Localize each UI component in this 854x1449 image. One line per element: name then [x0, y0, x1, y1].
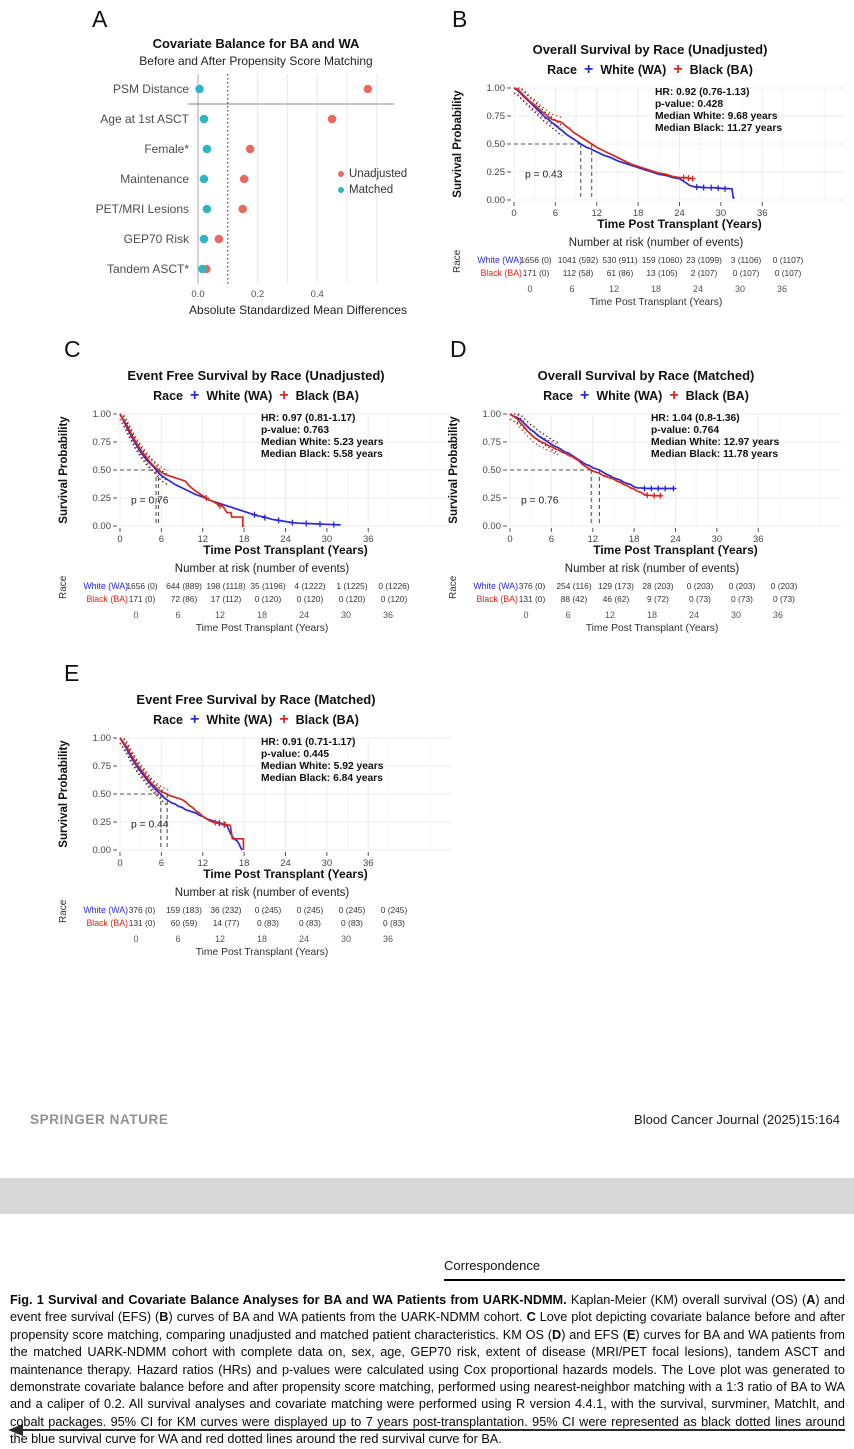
risk-tick-label: 0 — [133, 934, 139, 944]
censor-mark-icon — [251, 512, 257, 518]
p-value-label: p = 0.43 — [525, 169, 563, 181]
stat-annotation: Median Black: 5.58 years — [261, 449, 383, 460]
x-tick-label: 30 — [321, 858, 333, 869]
smd-dot — [240, 175, 249, 184]
x-axis-label: Time Post Transplant (Years) — [203, 543, 368, 557]
risk-value-cell: 46 (62) — [602, 594, 630, 604]
stat-annotation: p-value: 0.764 — [651, 425, 720, 436]
risk-x-axis-label: Time Post Transplant (Years) — [195, 947, 329, 958]
risk-value-cell: 3 (1106) — [730, 255, 762, 265]
p-value-label: p = 0.44 — [131, 819, 169, 831]
stat-annotation: HR: 1.04 (0.8-1.36) — [651, 413, 740, 424]
y-axis-label: Survival Probability — [448, 416, 460, 524]
caption-text-segment: ) and EFS ( — [561, 1327, 627, 1342]
censor-mark-icon — [708, 185, 714, 191]
km-plot — [56, 406, 456, 558]
x-tick-label: 0.2 — [250, 289, 265, 300]
x-axis-label: Time Post Transplant (Years) — [593, 543, 758, 557]
risk-value-cell: 112 (58) — [562, 268, 594, 278]
y-tick-label: 0.50 — [92, 789, 111, 800]
risk-table-header: Number at risk (number of events) — [174, 563, 350, 575]
y-tick-label: 1.00 — [92, 409, 111, 420]
risk-tick-label: 18 — [256, 934, 267, 944]
caption-text-segment: ) curves for BA and WA patients from the matched UARK-NDMM cohort with complete data on, sex, age, GEP70 risk, extent of disease (MRI/PET focal lesions), tandem ASCT and maintenance therapy. Hazard ratios (HRs) and p-values were calculated using Cox proportional hazards models. The Love plot was generated to demonstrate covariate balance before and after propensity score matching, performed using nearest-neighbor matching with a 1:3 ratio of BA to WA and a caliper of 0.2. All survival analyses and covariate matching were performed using R version 4.4.1, with the survival, survminer, MatchIt, and cobalt packages. 95% CI for KM curves were displayed up to 7 years post-transplantation. 95% CI were represented as black dotted lines around the blue survival curve for WA and red dotted lines around the red survival curve for BA. — [10, 1327, 846, 1447]
risk-tick-label: 12 — [214, 610, 225, 620]
p-value-label: p = 0.76 — [521, 495, 559, 507]
censor-mark-icon — [715, 185, 721, 191]
separator-bar — [0, 1178, 854, 1214]
caption-bold-segment: A — [806, 1293, 816, 1307]
smd-dot — [364, 85, 373, 94]
x-tick-label: 6 — [158, 858, 165, 869]
risk-value-cell: 171 (0) — [128, 594, 156, 604]
chart-legend — [56, 386, 456, 406]
y-axis-label: Survival Probability — [58, 740, 70, 848]
risk-value-cell: 171 (0) — [522, 268, 550, 278]
risk-row-name: Black (BA) — [476, 594, 518, 604]
censor-mark-icon — [331, 522, 337, 528]
chart-title: Overall Survival by Race (Unadjusted) — [532, 42, 768, 57]
risk-table — [450, 237, 850, 315]
censor-mark-icon — [644, 492, 650, 498]
risk-x-axis-label: Time Post Transplant (Years) — [195, 623, 329, 634]
smd-dot — [203, 145, 212, 154]
risk-value-cell: 28 (203) — [642, 581, 674, 591]
legend-cross-icon: + — [584, 61, 594, 78]
km-panel-e — [56, 692, 456, 965]
risk-value-cell: 0 (245) — [380, 905, 408, 915]
survival-curve — [510, 414, 662, 496]
risk-value-cell: 0 (120) — [380, 594, 408, 604]
chart-title: Overall Survival by Race (Matched) — [537, 368, 755, 383]
risk-value-cell: 23 (1099) — [686, 255, 722, 265]
chart-legend — [56, 710, 456, 730]
stat-annotation: HR: 0.91 (0.71-1.17) — [261, 737, 356, 748]
risk-tick-label: 0 — [133, 610, 139, 620]
legend-series-name: Black (BA) — [295, 389, 359, 403]
caption-bold-segment: Fig. 1 Survival and Covariate Balance Analyses for BA and WA Patients from UARK-NDMM. — [10, 1293, 571, 1307]
x-tick-label: 18 — [238, 858, 250, 869]
risk-tick-label: 18 — [646, 610, 657, 620]
bottom-arrow-line — [22, 1429, 845, 1431]
y-tick-label: 0.75 — [92, 761, 111, 772]
panel-label-a: A — [92, 6, 108, 32]
censor-mark-icon — [662, 485, 668, 491]
stat-annotation: Median White: 12.97 years — [651, 437, 780, 448]
x-tick-label: 12 — [591, 208, 603, 219]
caption-bold-segment: D — [552, 1327, 562, 1342]
y-tick-label: 0.00 — [92, 845, 111, 856]
x-tick-label: 36 — [362, 534, 374, 545]
figure-caption — [10, 1292, 845, 1449]
risk-value-cell: 0 (1107) — [772, 255, 804, 265]
risk-tick-label: 36 — [772, 610, 783, 620]
risk-value-cell: 0 (120) — [296, 594, 324, 604]
correspondence-label: Correspondence — [444, 1258, 541, 1273]
censor-mark-icon — [648, 485, 654, 491]
risk-tick-label: 30 — [340, 934, 351, 944]
caption-text-segment: Love plot depicting covariate balance before and after propensity score matching, comparing unadjusted and matched patient characteristics. KM OS ( — [10, 1310, 845, 1342]
chart-legend — [446, 386, 846, 406]
x-axis-label: Time Post Transplant (Years) — [597, 217, 762, 231]
risk-row-name: White (WA) — [473, 581, 518, 591]
legend-item — [338, 182, 407, 198]
censor-mark-icon — [276, 517, 282, 523]
risk-row-name: Black (BA) — [86, 594, 128, 604]
y-tick-label: 0.00 — [92, 521, 111, 532]
x-tick-label: 12 — [197, 858, 209, 869]
risk-axis-label: Race — [58, 575, 69, 599]
stat-annotation: Median White: 5.92 years — [261, 761, 384, 772]
y-tick-label: 0.25 — [92, 493, 111, 504]
risk-row-name: Black (BA) — [86, 918, 128, 928]
legend-label: Race — [153, 389, 183, 403]
panel-label-d: D — [450, 336, 467, 362]
smd-dot — [215, 235, 224, 244]
censor-mark-icon — [701, 185, 707, 191]
stat-annotation: Median White: 9.68 years — [655, 111, 778, 122]
stat-annotation: HR: 0.92 (0.76-1.13) — [655, 87, 750, 98]
covariate-label: PSM Distance — [112, 82, 189, 96]
stat-annotation: HR: 0.97 (0.81-1.17) — [261, 413, 356, 424]
x-axis-label: Time Post Transplant (Years) — [203, 867, 368, 881]
stat-annotation: Median Black: 11.27 years — [655, 123, 783, 134]
risk-tick-label: 18 — [650, 284, 661, 294]
smd-dot — [200, 115, 209, 124]
correspondence-rule — [444, 1279, 845, 1281]
y-tick-label: 0.25 — [482, 493, 501, 504]
risk-table — [56, 887, 456, 965]
panel-label-c: C — [64, 336, 81, 362]
x-tick-label: 18 — [632, 208, 644, 219]
legend-cross-icon: + — [580, 387, 590, 404]
y-axis-label: Survival Probability — [452, 90, 464, 198]
risk-value-cell: 0 (120) — [254, 594, 282, 604]
y-tick-label: 0.75 — [92, 437, 111, 448]
risk-value-cell: 0 (245) — [254, 905, 282, 915]
smd-dot — [238, 205, 247, 214]
legend-cross-icon: + — [669, 387, 679, 404]
legend-series-name: Unadjusted — [349, 168, 408, 180]
legend-label: Race — [547, 63, 577, 77]
x-tick-label: 6 — [548, 534, 555, 545]
risk-value-cell: 0 (107) — [774, 268, 802, 278]
risk-axis-label: Race — [58, 899, 69, 923]
km-plot — [450, 80, 850, 232]
censor-mark-icon — [262, 515, 268, 521]
risk-value-cell: 0 (83) — [299, 918, 321, 928]
covariate-label: Female* — [144, 142, 189, 156]
y-tick-label: 0.75 — [486, 111, 505, 122]
risk-tick-label: 24 — [688, 610, 699, 620]
y-tick-label: 0.75 — [482, 437, 501, 448]
x-tick-label: 6 — [552, 208, 559, 219]
p-value-label: p = 0.76 — [131, 495, 169, 507]
risk-tick-label: 24 — [298, 934, 309, 944]
legend-cross-icon: + — [673, 61, 683, 78]
x-tick-label: 30 — [321, 534, 333, 545]
stat-annotation: p-value: 0.428 — [655, 99, 724, 110]
risk-value-cell: 0 (83) — [341, 918, 363, 928]
panel-label-b: B — [452, 6, 468, 32]
risk-tick-label: 36 — [382, 934, 393, 944]
legend-item — [338, 166, 407, 182]
panel-label-e: E — [64, 660, 80, 686]
x-tick-label: 36 — [362, 858, 374, 869]
covariate-label: Age at 1st ASCT — [100, 112, 189, 126]
legend-label: Race — [543, 389, 573, 403]
y-tick-label: 0.50 — [92, 465, 111, 476]
caption-bold-segment: C — [526, 1310, 536, 1325]
legend-cross-icon: + — [279, 387, 289, 404]
legend-series-name: White (WA) — [600, 63, 667, 77]
risk-value-cell: 0 (73) — [689, 594, 711, 604]
risk-row-name: White (WA) — [83, 581, 128, 591]
x-tick-label: 30 — [715, 208, 727, 219]
risk-value-cell: 0 (203) — [686, 581, 714, 591]
risk-value-cell: 644 (889) — [166, 581, 202, 591]
legend-series-name: White (WA) — [206, 713, 273, 727]
x-tick-label: 0 — [511, 208, 517, 219]
risk-value-cell: 1041 (592) — [557, 255, 599, 265]
km-panel-b — [450, 42, 850, 315]
smd-dot — [203, 205, 212, 214]
risk-value-cell: 0 (245) — [338, 905, 366, 915]
covariate-label: Maintenance — [120, 172, 189, 186]
chart-title: Event Free Survival by Race (Unadjusted) — [127, 368, 385, 383]
risk-value-cell: 61 (86) — [606, 268, 634, 278]
y-tick-label: 1.00 — [486, 83, 505, 94]
legend-series-name: White (WA) — [596, 389, 663, 403]
x-tick-label: 24 — [674, 208, 685, 219]
x-tick-label: 0 — [507, 534, 513, 545]
risk-value-cell: 0 (83) — [383, 918, 405, 928]
legend-cross-icon: + — [190, 711, 200, 728]
x-tick-label: 36 — [756, 208, 768, 219]
stat-annotation: Median White: 5.23 years — [261, 437, 384, 448]
risk-tick-label: 6 — [175, 610, 181, 620]
x-tick-label: 18 — [238, 534, 250, 545]
risk-value-cell: 1656 (0) — [520, 255, 552, 265]
km-plot — [446, 406, 846, 558]
risk-tick-label: 0 — [523, 610, 529, 620]
risk-value-cell: 2 (107) — [690, 268, 718, 278]
censor-mark-icon — [690, 176, 696, 182]
publisher-logo: SPRINGER NATURE — [30, 1112, 169, 1127]
risk-value-cell: 4 (1222) — [294, 581, 326, 591]
x-tick-label: 6 — [158, 534, 165, 545]
risk-axis-label: Race — [448, 575, 459, 599]
caption-bold-segment: E — [626, 1327, 636, 1342]
x-tick-label: 0.4 — [310, 289, 324, 300]
risk-value-cell: 0 (203) — [770, 581, 798, 591]
risk-tick-label: 30 — [730, 610, 741, 620]
risk-tick-label: 6 — [569, 284, 575, 294]
risk-value-cell: 131 (0) — [128, 918, 156, 928]
stat-annotation: Median Black: 6.84 years — [261, 773, 383, 784]
risk-x-axis-label: Time Post Transplant (Years) — [585, 623, 719, 634]
journal-reference: Blood Cancer Journal (2025)15:164 — [634, 1112, 840, 1127]
risk-value-cell: 35 (1196) — [250, 581, 286, 591]
risk-value-cell: 159 (183) — [166, 905, 202, 915]
x-tick-label: 12 — [197, 534, 209, 545]
risk-value-cell: 9 (72) — [647, 594, 669, 604]
km-panel-c — [56, 368, 456, 641]
smd-dot — [198, 265, 207, 274]
risk-value-cell: 0 (73) — [773, 594, 795, 604]
risk-value-cell: 36 (232) — [210, 905, 242, 915]
y-tick-label: 0.00 — [486, 195, 505, 206]
y-tick-label: 0.25 — [92, 817, 111, 828]
caption-bold-segment: B — [159, 1310, 169, 1325]
legend-series-name: White (WA) — [206, 389, 273, 403]
risk-tick-label: 24 — [692, 284, 703, 294]
x-tick-label: 30 — [711, 534, 723, 545]
covariate-label: GEP70 Risk — [123, 232, 189, 246]
smd-dot — [246, 145, 255, 154]
censor-mark-icon — [641, 485, 647, 491]
x-tick-label: 24 — [280, 858, 291, 869]
x-tick-label: 24 — [280, 534, 291, 545]
risk-value-cell: 13 (105) — [646, 268, 678, 278]
risk-row-name: Black (BA) — [480, 268, 522, 278]
smd-dot — [200, 235, 209, 244]
censor-mark-icon — [289, 520, 295, 526]
covariate-label: Tandem ASCT* — [106, 262, 189, 276]
risk-value-cell: 0 (120) — [338, 594, 366, 604]
risk-value-cell: 1656 (0) — [126, 581, 158, 591]
risk-table-header: Number at risk (number of events) — [564, 563, 740, 575]
legend-series-name: Black (BA) — [295, 713, 359, 727]
risk-tick-label: 6 — [565, 610, 571, 620]
love-legend — [338, 166, 407, 198]
y-tick-label: 0.25 — [486, 167, 505, 178]
caption-text-segment: ) curves of BA and WA patients from the UARK-NDMM cohort. — [168, 1310, 527, 1325]
risk-value-cell: 72 (86) — [170, 594, 198, 604]
smd-dot — [328, 115, 337, 124]
y-tick-label: 1.00 — [92, 733, 111, 744]
legend-series-name: Black (BA) — [689, 63, 753, 77]
y-tick-label: 0.00 — [482, 521, 501, 532]
km-panel-d — [446, 368, 846, 641]
risk-tick-label: 12 — [214, 934, 225, 944]
risk-value-cell: 60 (59) — [170, 918, 198, 928]
risk-value-cell: 0 (203) — [728, 581, 756, 591]
risk-tick-label: 24 — [298, 610, 309, 620]
km-plot — [56, 730, 456, 882]
x-tick-label: 18 — [628, 534, 640, 545]
risk-value-cell: 159 (1060) — [641, 255, 683, 265]
risk-value-cell: 0 (245) — [296, 905, 324, 915]
risk-value-cell: 88 (42) — [560, 594, 588, 604]
risk-tick-label: 12 — [604, 610, 615, 620]
risk-tick-label: 18 — [256, 610, 267, 620]
caption-text-segment: ) and event free survival (EFS) ( — [10, 1293, 845, 1325]
y-tick-label: 0.50 — [486, 139, 505, 150]
risk-tick-label: 36 — [382, 610, 393, 620]
left-arrow-icon — [8, 1424, 23, 1436]
legend-cross-icon: + — [279, 711, 289, 728]
risk-axis-label: Race — [452, 249, 463, 273]
y-tick-label: 1.00 — [482, 409, 501, 420]
smd-dot — [195, 85, 204, 94]
legend-cross-icon: + — [190, 387, 200, 404]
risk-value-cell: 17 (112) — [210, 594, 242, 604]
censor-mark-icon — [694, 184, 700, 190]
risk-tick-label: 6 — [175, 934, 181, 944]
risk-tick-label: 30 — [734, 284, 745, 294]
x-tick-label: 24 — [670, 534, 681, 545]
risk-value-cell: 0 (73) — [731, 594, 753, 604]
risk-value-cell: 0 (1226) — [378, 581, 410, 591]
risk-value-cell: 14 (77) — [212, 918, 240, 928]
chart-title: Event Free Survival by Race (Matched) — [136, 692, 376, 707]
x-tick-label: 0.0 — [191, 289, 205, 300]
risk-table-header: Number at risk (number of events) — [174, 887, 350, 899]
risk-value-cell: 129 (173) — [598, 581, 634, 591]
x-axis-label: Absolute Standardized Mean Differences — [189, 303, 407, 317]
smd-dot — [200, 175, 209, 184]
risk-value-cell: 376 (0) — [128, 905, 156, 915]
risk-tick-label: 12 — [608, 284, 619, 294]
censor-mark-icon — [655, 485, 661, 491]
legend-series-name: Black (BA) — [685, 389, 749, 403]
risk-value-cell: 0 (107) — [732, 268, 760, 278]
caption-text-segment: Kaplan-Meier (KM) overall survival (OS) ( — [570, 1293, 807, 1307]
covariate-label: PET/MRI Lesions — [95, 202, 189, 216]
legend-series-name: Matched — [349, 184, 394, 196]
legend-dot-icon — [338, 187, 344, 193]
stat-annotation: p-value: 0.763 — [261, 425, 330, 436]
chart-subtitle: Before and After Propensity Score Matching — [139, 54, 373, 68]
risk-row-name: White (WA) — [477, 255, 522, 265]
y-tick-label: 0.50 — [482, 465, 501, 476]
risk-tick-label: 36 — [776, 284, 787, 294]
risk-table-header: Number at risk (number of events) — [568, 237, 744, 249]
risk-value-cell: 376 (0) — [518, 581, 546, 591]
risk-tick-label: 0 — [527, 284, 533, 294]
risk-table — [446, 563, 846, 641]
legend-dot-icon — [338, 171, 344, 177]
risk-tick-label: 30 — [340, 610, 351, 620]
legend-label: Race — [153, 713, 183, 727]
y-axis-label: Survival Probability — [58, 416, 70, 524]
risk-value-cell: 1 (1225) — [336, 581, 368, 591]
risk-value-cell: 254 (116) — [556, 581, 592, 591]
risk-value-cell: 530 (911) — [602, 255, 638, 265]
censor-mark-icon — [722, 186, 728, 192]
risk-value-cell: 0 (83) — [257, 918, 279, 928]
love-plot-panel — [60, 36, 452, 325]
stat-annotation: Median Black: 11.78 years — [651, 449, 779, 460]
risk-table — [56, 563, 456, 641]
risk-x-axis-label: Time Post Transplant (Years) — [589, 297, 723, 308]
x-tick-label: 0 — [117, 858, 123, 869]
x-tick-label: 0 — [117, 534, 123, 545]
x-tick-label: 36 — [752, 534, 764, 545]
risk-value-cell: 131 (0) — [518, 594, 546, 604]
stat-annotation: p-value: 0.445 — [261, 749, 330, 760]
chart-title: Covariate Balance for BA and WA — [152, 36, 360, 51]
risk-row-name: White (WA) — [83, 905, 128, 915]
risk-value-cell: 198 (1118) — [206, 581, 246, 591]
x-tick-label: 12 — [587, 534, 599, 545]
chart-legend — [450, 60, 850, 80]
